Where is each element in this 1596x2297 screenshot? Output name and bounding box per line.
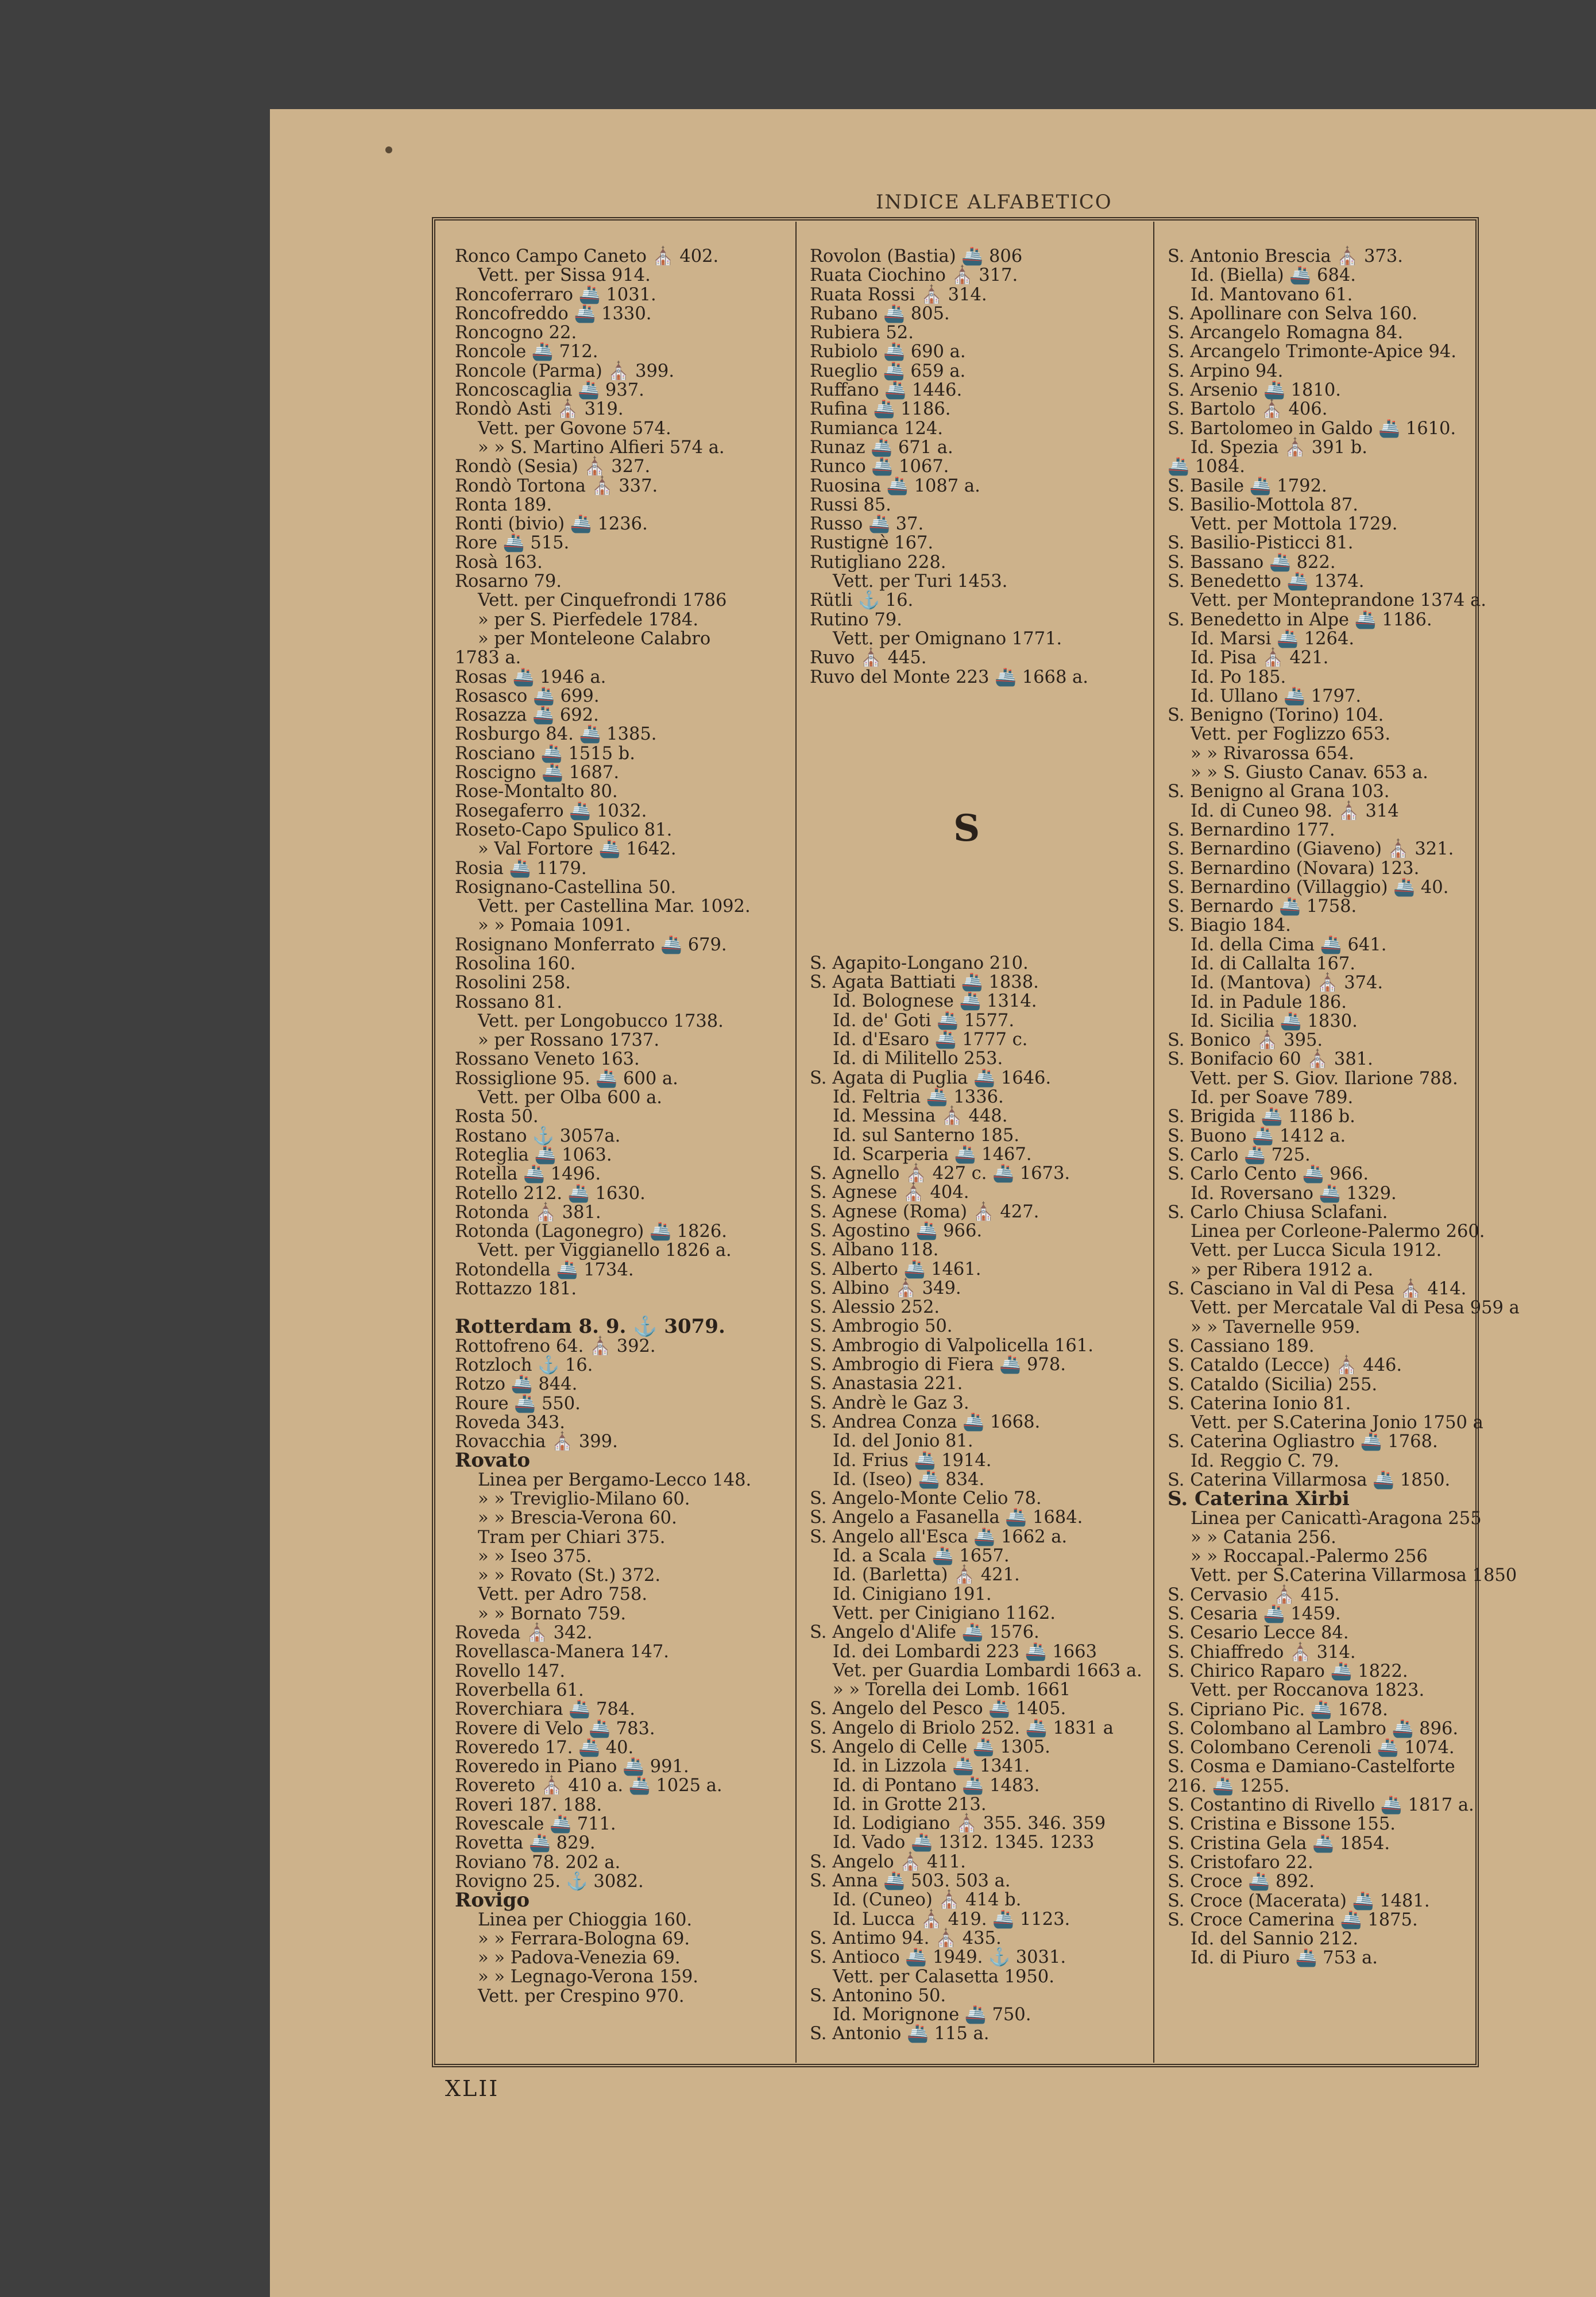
index-entry: Rovereto ⛪ 410 a. 🚢 1025 a. — [455, 1776, 722, 1796]
index-entry: Vett. per Castellina Mar. 1092. — [478, 896, 751, 917]
index-entry: Rosas 🚢 1946 a. — [455, 667, 606, 687]
index-entry: Rovello 147. — [455, 1661, 566, 1681]
index-entry: Vett. per Roccanova 1823. — [1191, 1680, 1425, 1701]
index-entry: » » Catania 256. — [1191, 1527, 1336, 1548]
index-entry: S. Ambrogio 50. — [810, 1316, 953, 1337]
index-entry: Id. in Padule 186. — [1191, 992, 1347, 1012]
index-entry: Linea per Bergamo-Lecco 148. — [478, 1470, 752, 1490]
index-entry: S. Antonio 🚢 115 a. — [810, 2024, 990, 2044]
index-entry: Id. di Cuneo 98. ⛪ 314 — [1191, 801, 1399, 821]
index-entry: Id. Bolognese 🚢 1314. — [833, 991, 1037, 1012]
index-entry: S. Agnese (Roma) ⛪ 427. — [810, 1201, 1039, 1222]
index-column-3 — [1168, 246, 1520, 1969]
index-entry: Rueglio 🚢 659 a. — [810, 361, 966, 381]
index-entry: S. Cervasio ⛪ 415. — [1168, 1584, 1340, 1605]
index-entry: Id. dei Lombardi 223 🚢 1663 — [833, 1641, 1097, 1662]
index-entry: Vett. per Longobucco 1738. — [478, 1011, 724, 1031]
index-entry: » » Pomaia 1091. — [478, 915, 631, 936]
index-entry: Roviano 78. 202 a. — [455, 1852, 621, 1873]
index-entry: Runaz 🚢 671 a. — [810, 437, 953, 458]
index-entry: Id. Reggio C. 79. — [1191, 1451, 1339, 1471]
running-title: INDICE ALFABETICO — [876, 191, 1112, 214]
index-entry: S. Casciano in Val di Pesa ⛪ 414. — [1168, 1279, 1467, 1300]
index-entry: Roncoscaglia 🚢 937. — [455, 380, 644, 401]
index-entry: Rossano Veneto 163. — [455, 1049, 640, 1070]
index-entry: Rondò Asti ⛪ 319. — [455, 399, 624, 420]
index-entry: Rotondella 🚢 1734. — [455, 1259, 634, 1280]
index-entry: Rossiglione 95. 🚢 600 a. — [455, 1068, 678, 1089]
index-entry: Id. Feltria 🚢 1336. — [833, 1086, 1004, 1107]
index-entry: Rutino 79. — [810, 609, 902, 630]
index-entry: S. Bernardino (Novara) 123. — [1168, 858, 1420, 879]
index-entry: » per Rossano 1737. — [478, 1030, 660, 1051]
index-entry: S. Bartolomeo in Galdo 🚢 1610. — [1168, 418, 1456, 439]
index-entry: S. Cataldo (Sicilia) 255. — [1168, 1374, 1378, 1395]
index-entry: S. Carlo 🚢 725. — [1168, 1144, 1311, 1165]
index-entry: S. Angelo del Pesco 🚢 1405. — [810, 1699, 1066, 1719]
column-rule — [1153, 222, 1154, 2063]
index-entry: Tram per Chiari 375. — [478, 1527, 666, 1548]
index-entry: Roncogno 22. — [455, 323, 577, 343]
index-entry: S. Cristina e Bissone 155. — [1168, 1814, 1396, 1835]
index-entry: S. Basilio-Pisticci 81. — [1168, 533, 1354, 554]
index-entry: S. Arsenio 🚢 1810. — [1168, 380, 1341, 401]
punch-hole — [385, 146, 392, 153]
index-entry: Vett. per Lucca Sicula 1912. — [1191, 1240, 1442, 1261]
index-entry: » per Ribera 1912 a. — [1191, 1259, 1374, 1280]
index-entry: S. Biagio 184. — [1168, 915, 1291, 936]
index-entry: S. Alessio 252. — [810, 1297, 940, 1318]
index-entry: S. Angelo di Celle 🚢 1305. — [810, 1737, 1050, 1757]
index-entry: Linea per Chioggia 160. — [478, 1909, 693, 1930]
index-entry: S. Croce Camerina 🚢 1875. — [1168, 1909, 1418, 1930]
index-entry: Rose-Montalto 80. — [455, 782, 618, 802]
index-column-1 — [455, 247, 776, 2006]
index-entry: S. Benedetto 🚢 1374. — [1168, 571, 1365, 592]
index-entry: » » Padova-Venezia 69. — [478, 1948, 681, 1969]
index-entry: S. Angelo di Briolo 252. 🚢 1831 a — [810, 1718, 1114, 1738]
index-entry: S. Carlo Chiusa Sclafani. — [1168, 1202, 1388, 1223]
index-entry: Russo 🚢 37. — [810, 514, 924, 535]
index-entry: S. Albino ⛪ 349. — [810, 1278, 961, 1298]
index-entry: Russi 85. — [810, 494, 891, 515]
index-entry: Ruvo del Monte 223 🚢 1668 a. — [810, 667, 1088, 687]
index-entry: Ruata Rossi ⛪ 314. — [810, 284, 987, 305]
index-entry: Id. Scarperia 🚢 1467. — [833, 1144, 1032, 1165]
index-entry: Runco 🚢 1067. — [810, 457, 949, 477]
index-entry: Roveda 343. — [455, 1412, 565, 1433]
index-entry: S. Alberto 🚢 1461. — [810, 1259, 981, 1279]
index-entry: » » Legnago-Verona 159. — [478, 1967, 698, 1987]
index-entry: Id. del Jonio 81. — [833, 1431, 973, 1452]
index-entry: 1783 a. — [455, 648, 521, 668]
index-entry: » » Iseo 375. — [478, 1546, 592, 1567]
index-entry: S. Basile 🚢 1792. — [1168, 475, 1327, 496]
index-entry: S. Bernardo 🚢 1758. — [1168, 896, 1357, 917]
index-entry: S. Angelo ⛪ 411. — [810, 1851, 966, 1872]
index-entry: Roncoferraro 🚢 1031. — [455, 284, 656, 305]
index-entry: Roverchiara 🚢 784. — [455, 1699, 635, 1720]
index-entry: Vett. per Cinigiano 1162. — [833, 1603, 1056, 1623]
index-entry: Id. Cinigiano 191. — [833, 1584, 992, 1604]
index-entry: S. Benedetto in Alpe 🚢 1186. — [1168, 609, 1432, 630]
index-entry: S. Bassano 🚢 822. — [1168, 552, 1336, 573]
index-entry: S. Bernardino (Giaveno) ⛪ 321. — [1168, 839, 1454, 860]
index-entry: S. Caterina Villarmosa 🚢 1850. — [1168, 1470, 1451, 1490]
index-entry: S. Bernardino (Villaggio) 🚢 40. — [1168, 877, 1449, 898]
index-entry: Roncole (Parma) ⛪ 399. — [455, 361, 675, 381]
index-entry: S. Antonino 50. — [810, 1985, 946, 2006]
index-entry: » » S. Giusto Canav. 653 a. — [1191, 763, 1428, 783]
index-entry: » » Treviglio-Milano 60. — [478, 1489, 690, 1509]
index-entry: S. Chirico Raparo 🚢 1822. — [1168, 1661, 1408, 1681]
index-entry: Id. Sicilia 🚢 1830. — [1191, 1011, 1358, 1031]
index-entry: S. Andrè le Gaz 3. — [810, 1393, 969, 1413]
index-entry: S. Angelo all'Esca 🚢 1662 a. — [810, 1526, 1068, 1547]
index-entry: Roteglia 🚢 1063. — [455, 1144, 612, 1165]
index-entry: S. Agostino 🚢 966. — [810, 1220, 983, 1241]
index-entry: S. Cassiano 189. — [1168, 1336, 1315, 1356]
index-entry: Vett. per Adro 758. — [478, 1584, 648, 1605]
index-entry: Ruosina 🚢 1087 a. — [810, 475, 980, 496]
index-entry: Id. in Grotte 213. — [833, 1794, 987, 1815]
index-entry: S. Agnese ⛪ 404. — [810, 1182, 969, 1203]
index-entry: Rosà 163. — [455, 552, 543, 573]
index-entry: S. Benigno al Grana 103. — [1168, 782, 1390, 802]
index-entry: Linea per Corleone-Palermo 260. — [1191, 1221, 1485, 1242]
index-entry: S. Bonico ⛪ 395. — [1168, 1030, 1323, 1051]
index-entry: Rosegaferro 🚢 1032. — [455, 801, 647, 821]
index-entry: Id. d'Esaro 🚢 1777 c. — [833, 1030, 1028, 1050]
index-entry: S. Antimo 94. ⛪ 435. — [810, 1928, 1002, 1948]
index-entry: Id. a Scala 🚢 1657. — [833, 1546, 1010, 1567]
index-entry: S. Cristina Gela 🚢 1854. — [1168, 1833, 1390, 1854]
index-entry: Rosia 🚢 1179. — [455, 858, 587, 879]
index-entry: Roveredo 17. 🚢 40. — [455, 1737, 634, 1758]
index-entry: Rutigliano 228. — [810, 552, 946, 573]
index-entry: Rosignano Monferrato 🚢 679. — [455, 934, 727, 955]
index-entry: S. Caterina Ionio 81. — [1168, 1393, 1351, 1414]
index-entry: S. Buono 🚢 1412 a. — [1168, 1126, 1346, 1146]
index-entry: Linea per Canicattì-Aragona 255 — [1191, 1508, 1482, 1529]
index-entry: » » Ferrara-Bologna 69. — [478, 1928, 690, 1949]
index-entry: Id. Po 185. — [1191, 667, 1286, 687]
index-entry: Roncofreddo 🚢 1330. — [455, 303, 652, 324]
index-entry: Id. (Biella) 🚢 684. — [1191, 265, 1356, 286]
index-entry: S. Cristofaro 22. — [1168, 1852, 1313, 1873]
index-entry: S. Ambrogio di Valpolicella 161. — [810, 1335, 1093, 1356]
index-entry: Rubano 🚢 805. — [810, 303, 950, 324]
index-entry: S. Bonifacio 60 ⛪ 381. — [1168, 1049, 1373, 1070]
index-entry: » per Monteleone Calabro — [478, 628, 711, 649]
index-entry: S. Basilio-Mottola 87. — [1168, 494, 1358, 515]
index-entry: S. Colombano Cerenoli 🚢 1074. — [1168, 1738, 1455, 1758]
index-entry: S. Bartolo ⛪ 406. — [1168, 399, 1328, 420]
index-entry: Id. per Soave 789. — [1191, 1088, 1354, 1108]
index-entry: Rotzloch ⚓ 16. — [455, 1355, 593, 1375]
index-entry: » per S. Pierfedele 1784. — [478, 609, 699, 630]
index-entry: Vett. per S. Giov. Ilarione 788. — [1191, 1068, 1458, 1089]
index-entry: S. Anna 🚢 503. 503 a. — [810, 1871, 1011, 1892]
index-entry: Ronti (bivio) 🚢 1236. — [455, 514, 648, 535]
index-entry: S. Caterina Ogliastro 🚢 1768. — [1168, 1432, 1438, 1452]
index-entry: Rondò Tortona ⛪ 337. — [455, 475, 658, 496]
index-entry: Rovolon (Bastia) 🚢 806 — [810, 246, 1023, 266]
index-entry: Rosciano 🚢 1515 b. — [455, 743, 635, 764]
index-entry: Ruata Ciochino ⛪ 317. — [810, 265, 1018, 286]
index-entry: S. Cesaria 🚢 1459. — [1168, 1604, 1341, 1625]
index-entry: Id. in Lizzola 🚢 1341. — [833, 1756, 1030, 1777]
index-entry: S. Croce (Macerata) 🚢 1481. — [1168, 1890, 1430, 1911]
index-entry: S. Cataldo (Lecce) ⛪ 446. — [1168, 1355, 1402, 1376]
index-entry: Ruvo ⛪ 445. — [810, 648, 927, 668]
index-entry: Vett. per S.Caterina Villarmosa 1850 — [1191, 1565, 1517, 1586]
index-entry: Rosignano-Castellina 50. — [455, 877, 677, 898]
column-rule — [795, 222, 797, 2063]
index-entry: 🚢 1084. — [1168, 457, 1245, 477]
index-entry: Id. del Sannio 212. — [1191, 1929, 1359, 1950]
index-entry: S. Agata Battiati 🚢 1838. — [810, 972, 1039, 993]
index-entry: Rovere di Velo 🚢 783. — [455, 1718, 655, 1739]
index-entry: Rotzo 🚢 844. — [455, 1374, 578, 1395]
index-entry: Vett. per Crespino 970. — [478, 1986, 685, 2006]
index-entry: S. Benigno (Torino) 104. — [1168, 705, 1384, 726]
index-entry: Id. Vado 🚢 1312. 1345. 1233 — [833, 1832, 1095, 1853]
index-entry: S. Agapito-Longano 210. — [810, 953, 1029, 973]
index-entry: Id. Lucca ⛪ 419. 🚢 1123. — [833, 1909, 1071, 1929]
index-entry: S. Carlo Cento 🚢 966. — [1168, 1164, 1369, 1185]
index-entry: Id. (Barletta) ⛪ 421. — [833, 1565, 1020, 1586]
index-entry: Vet. per Guardia Lombardi 1663 a. — [833, 1660, 1142, 1681]
index-entry: Vett. per Omignano 1771. — [833, 628, 1062, 649]
index-entry: Roveri 187. 188. — [455, 1795, 602, 1815]
index-entry: S. Antioco 🚢 1949. ⚓ 3031. — [810, 1947, 1066, 1968]
index-entry: Roncole 🚢 712. — [455, 342, 598, 362]
index-entry: » » Roccapal.-Palermo 256 — [1191, 1546, 1428, 1567]
index-entry: Id. Ullano 🚢 1797. — [1191, 686, 1362, 706]
index-entry: S. Arcangelo Romagna 84. — [1168, 323, 1404, 343]
index-entry: Roveda ⛪ 342. — [455, 1623, 593, 1644]
index-entry: Id. Lodigiano ⛪ 355. 346. 359 — [833, 1813, 1106, 1834]
index-entry: Rosarno 79. — [455, 571, 562, 592]
index-entry: Ronta 189. — [455, 494, 552, 515]
index-entry: Id. di Callalta 167. — [1191, 953, 1355, 974]
index-entry: Vett. per Olba 600 a. — [478, 1088, 662, 1108]
index-entry: Vett. per Cinquefrondi 1786 — [478, 590, 727, 611]
index-entry: S. Angelo-Monte Celio 78. — [810, 1488, 1042, 1509]
index-entry: Rufina 🚢 1186. — [810, 399, 951, 420]
index-entry: Id. della Cima 🚢 641. — [1191, 934, 1387, 955]
index-entry: Roseto-Capo Spulico 81. — [455, 819, 673, 840]
index-entry: Id. Roversano 🚢 1329. — [1191, 1183, 1397, 1204]
index-entry: Roverbella 61. — [455, 1680, 584, 1700]
index-entry: Rosasco 🚢 699. — [455, 686, 600, 706]
index-entry: S. Anastasia 221. — [810, 1374, 963, 1394]
index-entry: » » Rivarossa 654. — [1191, 743, 1354, 764]
index-entry: Rossano 81. — [455, 992, 563, 1012]
index-entry: Id. (Cuneo) ⛪ 414 b. — [833, 1890, 1022, 1911]
index-entry: » Val Fortore 🚢 1642. — [478, 839, 677, 860]
index-entry: Id. (Mantova) ⛪ 374. — [1191, 973, 1384, 993]
index-entry: Id. sul Santerno 185. — [833, 1125, 1019, 1146]
index-entry: Rubiolo 🚢 690 a. — [810, 342, 966, 362]
index-entry: Roscigno 🚢 1687. — [455, 763, 620, 783]
index-entry: Rottazzo 181. — [455, 1279, 577, 1300]
index-entry: Id. Marsi 🚢 1264. — [1191, 628, 1355, 649]
index-entry: Rovescale 🚢 711. — [455, 1814, 616, 1835]
index-entry: Vett. per Viggianello 1826 a. — [478, 1240, 732, 1261]
index-entry: Vett. per Mercatale Val di Pesa 959 a — [1191, 1298, 1520, 1318]
index-entry: Rovetta 🚢 829. — [455, 1833, 596, 1854]
index-column-2 — [810, 246, 1142, 2044]
index-entry: Rottofreno 64. ⛪ 392. — [455, 1336, 656, 1356]
index-entry: Rondò (Sesia) ⛪ 327. — [455, 457, 651, 477]
index-entry: Id. Frius 🚢 1914. — [833, 1450, 992, 1471]
index-entry: » » Bornato 759. — [478, 1603, 627, 1624]
index-entry: » » Tavernelle 959. — [1191, 1317, 1361, 1337]
index-entry: S. Agata di Puglia 🚢 1646. — [810, 1068, 1052, 1088]
index-entry: Rovigo — [455, 1889, 530, 1912]
index-entry: Vett. per Govone 574. — [478, 418, 671, 439]
index-entry: Vett. per Calasetta 1950. — [833, 1966, 1054, 1987]
index-entry: Vett. per Monteprandone 1374 a. — [1191, 590, 1486, 611]
index-entry: Rosazza 🚢 692. — [455, 705, 599, 726]
index-entry: 216. 🚢 1255. — [1168, 1776, 1290, 1796]
index-entry: S. Ambrogio di Fiera 🚢 978. — [810, 1355, 1066, 1375]
index-entry: Rovato — [455, 1449, 531, 1472]
index-entry: Vett. per Turi 1453. — [833, 571, 1008, 592]
index-entry: Id. Messina ⛪ 448. — [833, 1106, 1008, 1127]
index-entry: Id. di Militello 253. — [833, 1049, 1003, 1069]
index-entry: S. Agnello ⛪ 427 c. 🚢 1673. — [810, 1163, 1071, 1184]
index-entry: Rosolina 160. — [455, 953, 576, 974]
index-entry: Rosta 50. — [455, 1107, 539, 1127]
index-entry: Ruffano 🚢 1446. — [810, 380, 963, 401]
index-entry: Roure 🚢 550. — [455, 1393, 581, 1414]
index-entry: S. Arcangelo Trimonte-Apice 94. — [1168, 342, 1456, 362]
index-entry: S. Antonio Brescia ⛪ 373. — [1168, 246, 1403, 266]
index-entry: S. Angelo d'Alife 🚢 1576. — [810, 1622, 1039, 1643]
index-entry: S. Cesario Lecce 84. — [1168, 1623, 1349, 1644]
index-entry: S. Apollinare con Selva 160. — [1168, 303, 1418, 324]
index-entry: Id. Morignone 🚢 750. — [833, 2005, 1031, 2025]
index-entry: S. Caterina Xirbi — [1168, 1487, 1350, 1511]
index-entry: Rovacchia ⛪ 399. — [455, 1432, 618, 1452]
index-entry: Rustignè 167. — [810, 533, 934, 554]
index-entry: S. Arpino 94. — [1168, 361, 1284, 381]
index-entry: Rotterdam 8. 9. ⚓ 3079. — [455, 1315, 725, 1339]
index-entry: S. Angelo a Fasanella 🚢 1684. — [810, 1507, 1083, 1528]
index-entry: Rotonda ⛪ 381. — [455, 1202, 601, 1223]
page-folio: XLII — [445, 2076, 500, 2101]
index-entry: Id. di Pontano 🚢 1483. — [833, 1775, 1040, 1796]
index-entry: » » Brescia-Verona 60. — [478, 1508, 677, 1529]
index-entry: Roveredo in Piano 🚢 991. — [455, 1757, 689, 1777]
index-entry: S. Cipriano Pic. 🚢 1678. — [1168, 1699, 1388, 1720]
index-entry: S. Colombano al Lambro 🚢 896. — [1168, 1718, 1459, 1739]
index-entry: Rotonda (Lagonegro) 🚢 1826. — [455, 1221, 727, 1242]
index-entry: S. Bernardino 177. — [1168, 819, 1335, 840]
index-entry: Vett. per S.Caterina Jonio 1750 a — [1191, 1413, 1483, 1433]
index-entry: S. Albano 118. — [810, 1240, 939, 1260]
index-entry: S. Croce 🚢 892. — [1168, 1871, 1315, 1892]
index-entry: Rotello 212. 🚢 1630. — [455, 1183, 646, 1204]
index-entry: S. Chiaffredo ⛪ 314. — [1168, 1642, 1356, 1662]
index-entry: Rostano ⚓ 3057a. — [455, 1126, 621, 1146]
index-entry: S. Costantino di Rivello 🚢 1817 a. — [1168, 1795, 1474, 1816]
index-entry: Rosburgo 84. 🚢 1385. — [455, 724, 657, 745]
index-entry: S. Andrea Conza 🚢 1668. — [810, 1412, 1041, 1432]
index-entry: Vett. per Mottola 1729. — [1191, 514, 1398, 535]
index-entry: Vett. per Sissa 914. — [478, 265, 651, 286]
index-entry: Rosolini 258. — [455, 973, 571, 993]
index-entry: Rubiera 52. — [810, 323, 914, 343]
index-entry: S. Brigida 🚢 1186 b. — [1168, 1107, 1355, 1127]
section-letter: S — [953, 807, 980, 850]
index-entry: Id. Pisa ⛪ 421. — [1191, 648, 1329, 668]
index-entry: Rütli ⚓ 16. — [810, 590, 914, 611]
index-entry: » » S. Martino Alfieri 574 a. — [478, 437, 725, 458]
index-entry: Id. di Piuro 🚢 753 a. — [1191, 1948, 1378, 1969]
index-entry: » » Torella dei Lomb. 1661 — [833, 1680, 1071, 1700]
index-entry: Id. de' Goti 🚢 1577. — [833, 1010, 1015, 1031]
index-entry: Vett. per Foglizzo 653. — [1191, 724, 1391, 745]
index-entry: Rore 🚢 515. — [455, 533, 570, 554]
index-entry: Rovellasca-Manera 147. — [455, 1642, 669, 1662]
index-entry: Ronco Campo Caneto ⛪ 402. — [455, 246, 719, 266]
index-entry: Rumianca 124. — [810, 418, 943, 439]
index-entry: Id. Spezia ⛪ 391 b. — [1191, 437, 1367, 458]
index-entry: » » Rovato (St.) 372. — [478, 1565, 661, 1586]
index-entry: Id. (Iseo) 🚢 834. — [833, 1469, 985, 1490]
index-entry: S. Cosma e Damiano-Castelforte — [1168, 1757, 1455, 1777]
index-entry: Rovigno 25. ⚓ 3082. — [455, 1871, 644, 1892]
index-entry: Id. Mantovano 61. — [1191, 284, 1353, 305]
index-entry: Rotella 🚢 1496. — [455, 1164, 601, 1185]
